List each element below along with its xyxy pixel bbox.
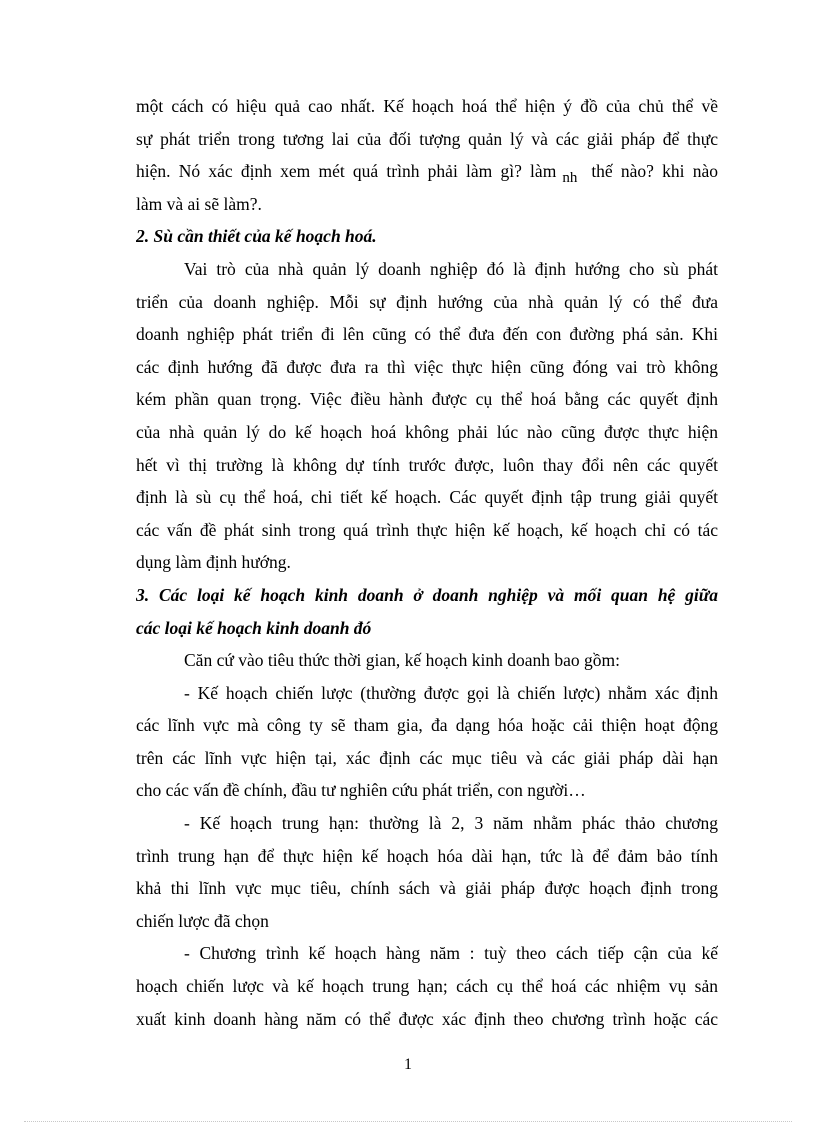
list-item-annual-plan: - Chương trình kế hoạch hàng năm : tuỳ theo cách tiếp cận của kế xyxy=(184,943,718,964)
text-line xyxy=(136,155,718,188)
subscript-fragment: nh xyxy=(562,170,578,187)
text-line: chiến lược đã chọn xyxy=(136,910,269,931)
text-line: xuất kinh doanh hàng năm có thể được xác định theo chương trình hoặc các xyxy=(136,1008,718,1029)
text-line: hoạch chiến lược và kế hoạch trung hạn; cách cụ thể hoá các nhiệm vụ sản xyxy=(136,976,718,997)
list-item-medium-term-plan: - Kế hoạch trung hạn: thường là 2, 3 năm nhằm phác thảo chương xyxy=(184,813,718,834)
text-line: các vấn đề phát sinh trong quá trình thực hiện kế hoạch, kế hoạch chỉ có tác xyxy=(136,519,718,540)
text-line: các lĩnh vực mà công ty sẽ tham gia, đa dạng hóa hoặc cải thiện hoạt động xyxy=(136,715,718,736)
document-body xyxy=(136,90,718,1035)
text-line: định là sù cụ thể hoá, chi tiết kế hoạch. Các quyết định tập trung giải quyết xyxy=(136,487,718,508)
text-line: kém phần quan trọng. Việc điều hành được cụ thể hoá bằng các quyết định xyxy=(136,389,718,410)
text-line: sự phát triển trong tương lai của đối tượng quản lý và các giải pháp để thực xyxy=(136,128,718,149)
text-fragment: thế nào? khi nào xyxy=(591,161,718,182)
page-bottom-divider xyxy=(24,1121,792,1122)
text-line: Vai trò của nhà quản lý doanh nghiệp đó là định hướng cho sù phát xyxy=(184,258,718,279)
section-heading-2: 2. Sù cần thiết của kế hoạch hoá. xyxy=(136,226,377,247)
text-line: khả thi lĩnh vực mục tiêu, chính sách và giải pháp được hoạch định trong xyxy=(136,878,718,899)
text-line: doanh nghiệp phát triển đi lên cũng có thể đưa đến con đường phá sản. Khi xyxy=(136,324,718,345)
text-line: dụng làm định hướng. xyxy=(136,552,291,573)
section-heading-3-continued: các loại kế hoạch kinh doanh đó xyxy=(136,617,372,638)
text-line: trên các lĩnh vực hiện tại, xác định các mục tiêu và các giải pháp dài hạn xyxy=(136,747,718,768)
text-line: làm và ai sẽ làm?. xyxy=(136,193,262,214)
text-line: cho các vấn đề chính, đầu tư nghiên cứu phát triển, con người… xyxy=(136,780,586,801)
text-line: Căn cứ vào tiêu thức thời gian, kế hoạch kinh doanh bao gồm: xyxy=(184,650,620,671)
text-fragment: hiện. Nó xác định xem mét quá trình phải làm gì? làm xyxy=(136,161,557,182)
text-line: hết vì thị trường là không dự tính trước được, luôn thay đổi nên các quyết xyxy=(136,454,718,475)
text-line: một cách có hiệu quả cao nhất. Kế hoạch hoá thể hiện ý đồ của chủ thể về xyxy=(136,96,718,116)
text-line: của nhà quản lý do kế hoạch hoá không phải lúc nào cũng được thực hiện xyxy=(136,421,718,442)
text-line: trình trung hạn để thực hiện kế hoạch hóa dài hạn, tức là để đảm bảo tính xyxy=(136,845,718,866)
section-heading-3: 3. Các loại kế hoạch kinh doanh ở doanh nghiệp và mối quan hệ giữa xyxy=(136,584,718,605)
text-line: triển của doanh nghiệp. Mỗi sự định hướng của nhà quản lý có thể đưa xyxy=(136,291,718,312)
page-number: 1 xyxy=(404,1056,412,1073)
list-item-strategic-plan: - Kế hoạch chiến lược (thường được gọi là chiến lược) nhằm xác định xyxy=(184,682,718,703)
text-line: các định hướng đã được đưa ra thì việc thực hiện cũng đóng vai trò không xyxy=(136,356,718,377)
